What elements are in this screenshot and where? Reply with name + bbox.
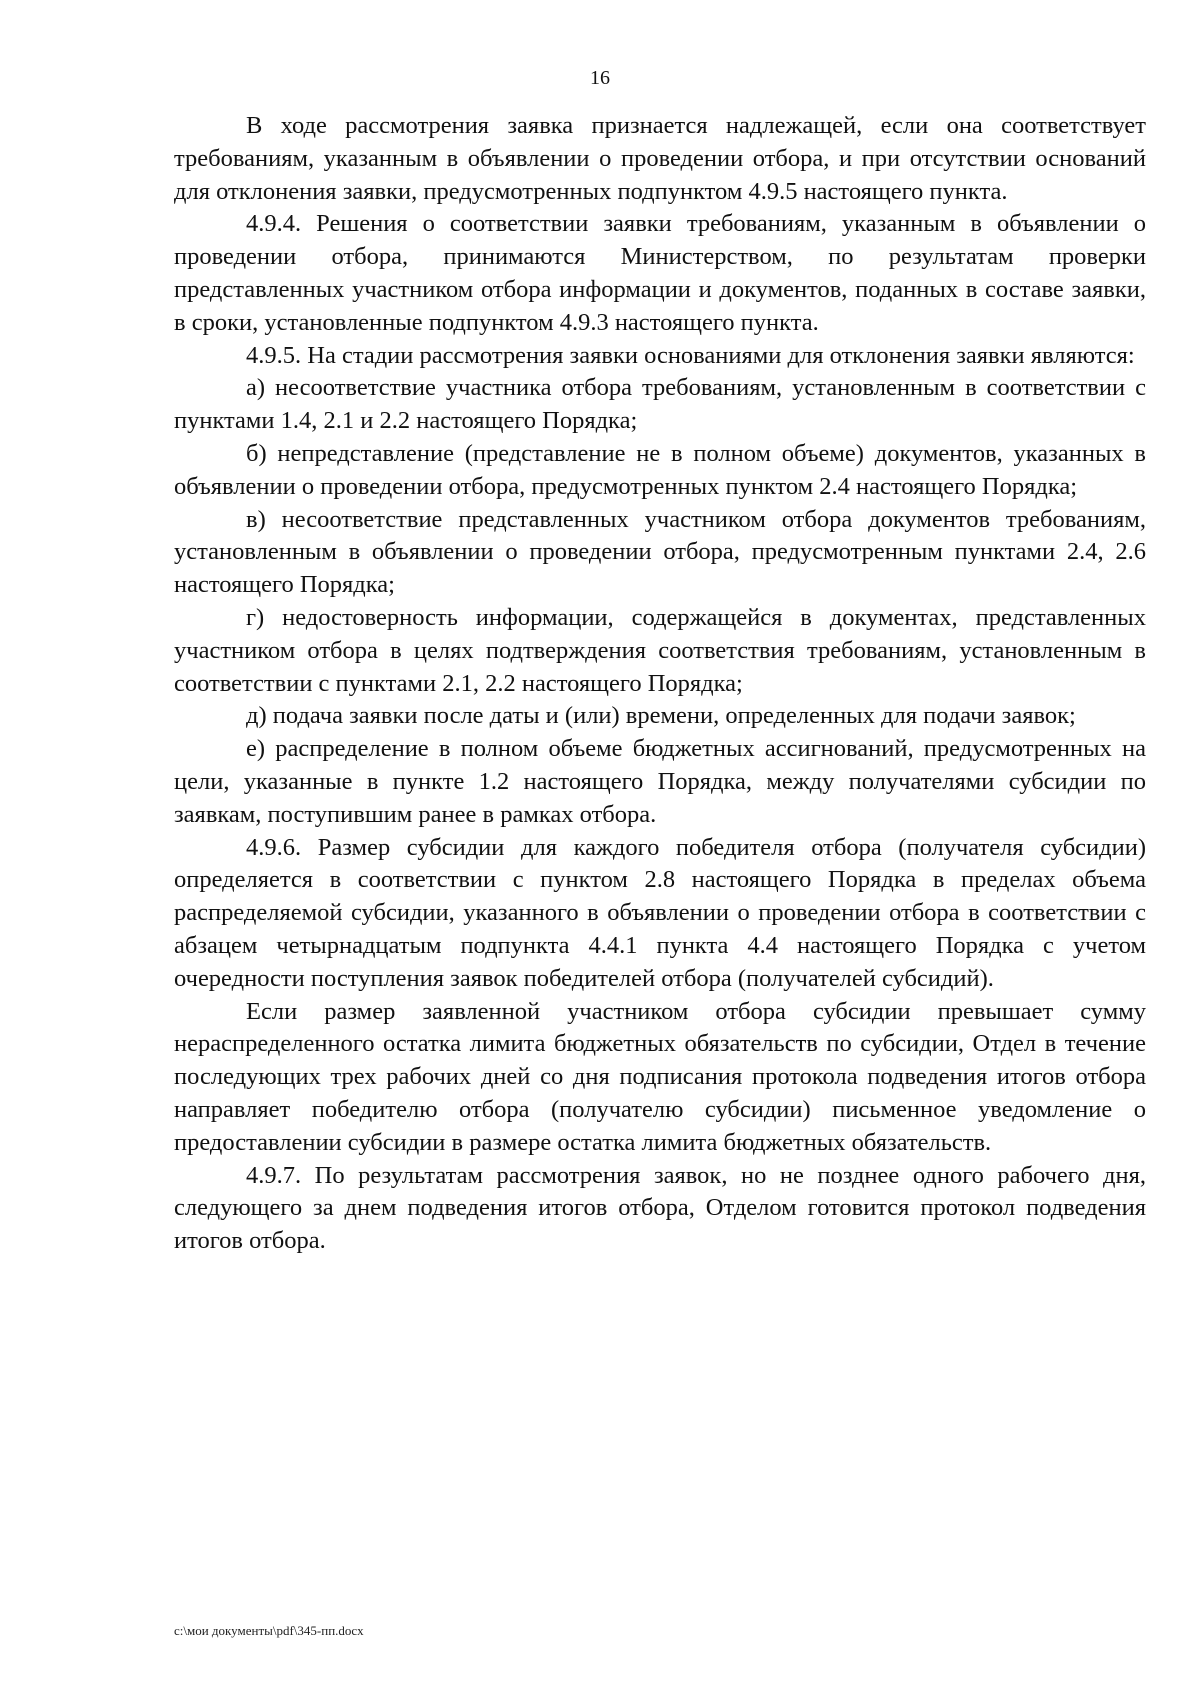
paragraph-4-9-4: 4.9.4. Решения о соответствии заявки требованиям, указанным в объявлении о проведении отбора, принимаются Министерством, по результатам проверки представленных участником отбора информации и документов, поданных в составе заявки, в сроки, установленные подпунктом 4.9.3 настоящего пункта. — [174, 210, 1146, 336]
paragraph-4-9-7: 4.9.7. По результатам рассмотрения заявок, но не позднее одного рабочего дня, следующего за днем подведения итогов отбора, Отделом готовится протокол подведения итогов отбора. — [174, 1161, 1146, 1255]
list-item-v: в) несоответствие представленных участником отбора документов требованиям, установленным в объявлении о проведении отбора, предусмотренным пунктами 2.4, 2.6 настоящего Порядка; — [174, 505, 1146, 599]
paragraph-4-9-6: 4.9.6. Размер субсидии для каждого победителя отбора (получателя субсидии) определяется в соответствии с пунктом 2.8 настоящего Порядка в пределах объема распределяемой субсидии, указанного в объявлении о проведении отбора в соответствии с абзацем четырнадцатым подпункта 4.4.1 пункта 4.4 настоящего Порядка с учетом очередности поступления заявок победителей отбора (получателей субсидий). — [174, 833, 1146, 992]
paragraph-4-9-5: 4.9.5. На стадии рассмотрения заявки основаниями для отклонения заявки являются: — [246, 341, 1135, 369]
document-body — [174, 110, 1146, 1258]
list-item-e: е) распределение в полном объеме бюджетных ассигнований, предусмотренных на цели, указанные в пункте 1.2 настоящего Порядка, между получателями субсидии по заявкам, поступившим ранее в рамках отбора. — [174, 735, 1146, 828]
list-item-b: б) непредставление (представление не в полном объеме) документов, указанных в объявлении о проведении отбора, предусмотренных пунктом 2.4 настоящего Порядка; — [174, 439, 1146, 500]
footer-file-path: c:\мои документы\pdf\345-пп.docx — [174, 1623, 364, 1638]
list-item-g: г) недостоверность информации, содержащейся в документах, представленных участником отбора в целях подтверждения соответствия требованиям, установленным в соответствии с пунктами 2.1, 2.2 настоящего Порядка; — [174, 603, 1146, 697]
list-item-d: д) подача заявки после даты и (или) времени, определенных для подачи заявок; — [246, 702, 1076, 730]
paragraph-subsidy-remainder: Если размер заявленной участником отбора субсидии превышает сумму нераспределенного остатка лимита бюджетных обязательств по субсидии, Отдел в течение последующих трех рабочих дней со дня подписания протокола подведения итогов отбора направляет победителю отбора (получателю субсидии) письменное уведомление о предоставлении субсидии в размере остатка лимита бюджетных обязательств. — [174, 997, 1146, 1156]
list-item-a: а) несоответствие участника отбора требованиям, установленным в соответствии с пунктами 1.4, 2.1 и 2.2 настоящего Порядка; — [174, 374, 1146, 435]
page-number: 16 — [590, 67, 610, 89]
paragraph-review-compliance: В ходе рассмотрения заявка признается надлежащей, если она соответствует требованиям, указанным в объявлении о проведении отбора, и при отсутствии оснований для отклонения заявки, предусмотренных подпунктом 4.9.5 настоящего пункта. — [174, 112, 1146, 205]
